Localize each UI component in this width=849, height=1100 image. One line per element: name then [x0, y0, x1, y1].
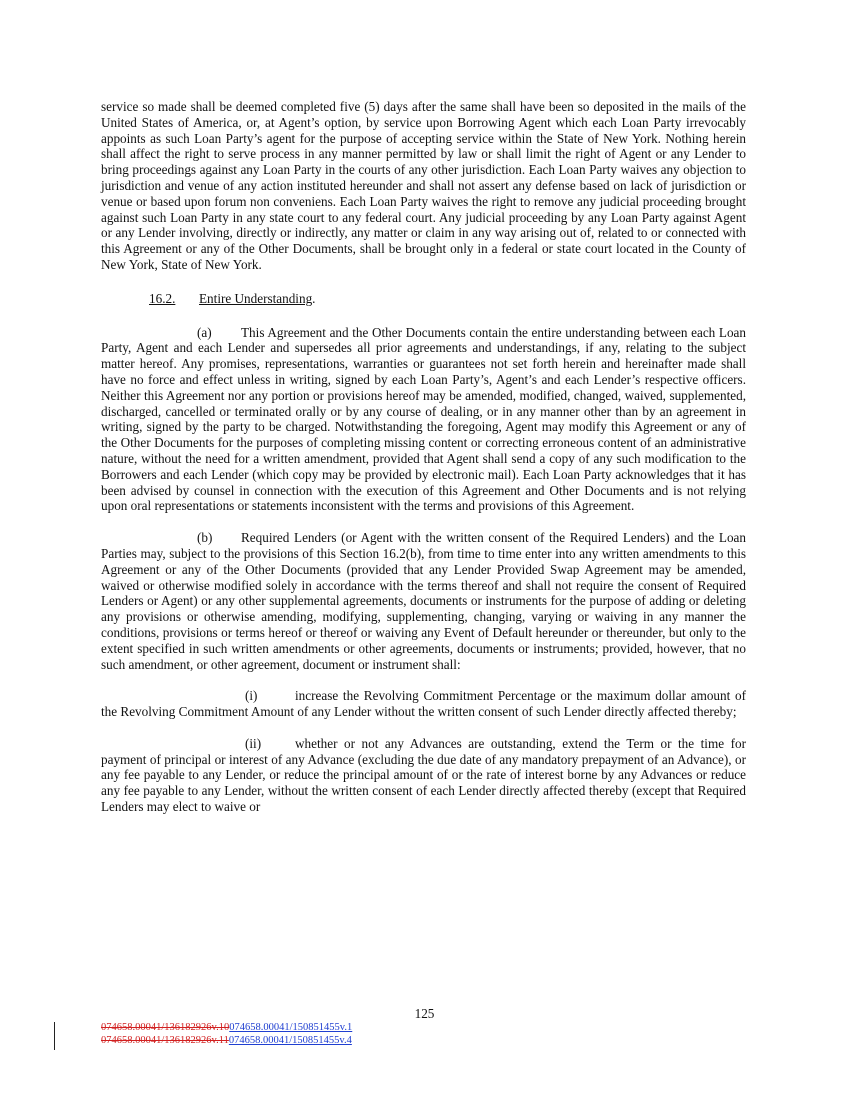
- paragraph-ii-marker: (ii): [245, 735, 262, 751]
- paragraph-i-text: increase the Revolving Commitment Percentage or the maximum dollar amount of the Revolving Commitment Amount of any Lender without the written consent of such Lender directly affected thereby;: [101, 688, 746, 720]
- deleted-doc-id-2: 074658.00041/136182926v.11: [101, 1035, 229, 1046]
- inserted-doc-id-1: 074658.00041/150851455v.1: [229, 1022, 353, 1033]
- section-number: 16.2.: [149, 290, 176, 306]
- section-heading: [101, 291, 746, 307]
- revision-change-bar: [54, 1022, 55, 1050]
- section-title-period: .: [312, 290, 316, 306]
- paragraph-ii-text: whether or not any Advances are outstanding, extend the Term or the time for payment of principal or interest of any Advance (excluding the due date of any mandatory prepayment of an Advance), or any fee payable to any Lender, or reduce the principal amount of or the rate of interest borne by any Advances or reduce any fee payable to any Lender, without the written consent of each Lender directly affected thereby (except that Required Lenders may elect to waive or: [101, 735, 746, 815]
- deleted-doc-id-1: 074658.00041/136182926v.10: [101, 1022, 230, 1033]
- paragraph-b: [101, 530, 746, 672]
- paragraph-b-marker: (b): [197, 530, 213, 546]
- paragraph-ii: [101, 736, 746, 815]
- inserted-doc-id-2: 074658.00041/150851455v.4: [228, 1035, 352, 1046]
- page-number: 125: [414, 1006, 435, 1021]
- paragraph-a: [101, 325, 746, 515]
- document-body: [101, 99, 746, 815]
- paragraph-a-marker: (a): [197, 324, 212, 340]
- paragraph-i: [101, 688, 746, 720]
- section-title: Entire Understanding: [199, 290, 313, 306]
- document-id-line-2: [101, 1034, 352, 1047]
- paragraph-b-text: Required Lenders (or Agent with the written consent of the Required Lenders) and the Loan Parties may, subject to the provisions of this Section 16.2(b), from time to time enter into any written amendments to this Agreement or any of the Other Documents (provided that any Lender Provided Swap Agreement may be amended, waived or otherwise modified solely in accordance with the terms thereof and shall not require the consent of Required Lenders or Agent) or any other supplemental agreements, documents or instruments for the purpose of adding or deleting any provisions or otherwise amending, modifying, supplementing, changing, varying or waiving in any manner the conditions, provisions or terms hereof or thereof or waiving any Event of Default hereunder or thereunder, but only to the extent specified in such written amendments or other agreements, documents or instruments; provided, however, that no such amendment, or other agreement, document or instrument shall:: [101, 530, 746, 672]
- document-id-line-1: [101, 1021, 352, 1034]
- paragraph-i-marker: (i): [245, 688, 258, 704]
- document-id-footer: [101, 1021, 352, 1047]
- paragraph-a-text: This Agreement and the Other Documents contain the entire understanding between each Loan Party, Agent and each Lender and supersedes all prior agreements and understandings, if any, relating to the subject matter hereof. Any promises, representations, warranties or guarantees not set forth herein and hereinafter made shall have no force and effect unless in writing, signed by each Loan Party’s, Agent’s and each Lender’s respective officers. Neither this Agreement nor any portion or provisions hereof may be amended, modified, changed, waived, supplemented, discharged, cancelled or terminated orally or by any course of dealing, or in any manner other than by an agreement in writing, signed by the party to be charged. Notwithstanding the foregoing, Agent may modify this Agreement or any of the Other Documents for the purposes of completing missing content or correcting erroneous content of an administrative nature, without the need for a written amendment, provided that Agent shall send a copy of any such modification to the Borrowers and each Lender (which copy may be provided by electronic mail). Each Loan Party acknowledges that it has been advised by counsel in connection with the execution of this Agreement and Other Documents and is not relying upon oral representations or statements inconsistent with the terms and provisions of this Agreement.: [101, 324, 746, 514]
- paragraph-service-of-process: service so made shall be deemed completed five (5) days after the same shall have been so deposited in the mails of the United States of America, or, at Agent’s option, by service upon Borrowing Agent which each Loan Party irrevocably appoints as such Loan Party’s agent for the purpose of accepting service within the State of New York. Nothing herein shall affect the right to serve process in any manner permitted by law or shall limit the right of Agent or any Lender to bring proceedings against any Loan Party in the courts of any other jurisdiction. Each Loan Party waives any objection to jurisdiction and venue of any action instituted hereunder and shall not assert any defense based on lack of jurisdiction or venue or based upon forum non conveniens. Each Loan Party waives the right to remove any judicial proceeding brought against such Loan Party in any state court to any federal court. Any judicial proceeding by any Loan Party against Agent or any Lender involving, directly or indirectly, any matter or claim in any way arising out of, related to or connected with this Agreement or any of the Other Documents, shall be brought only in a federal or state court located in the County of New York, State of New York.: [101, 99, 746, 272]
